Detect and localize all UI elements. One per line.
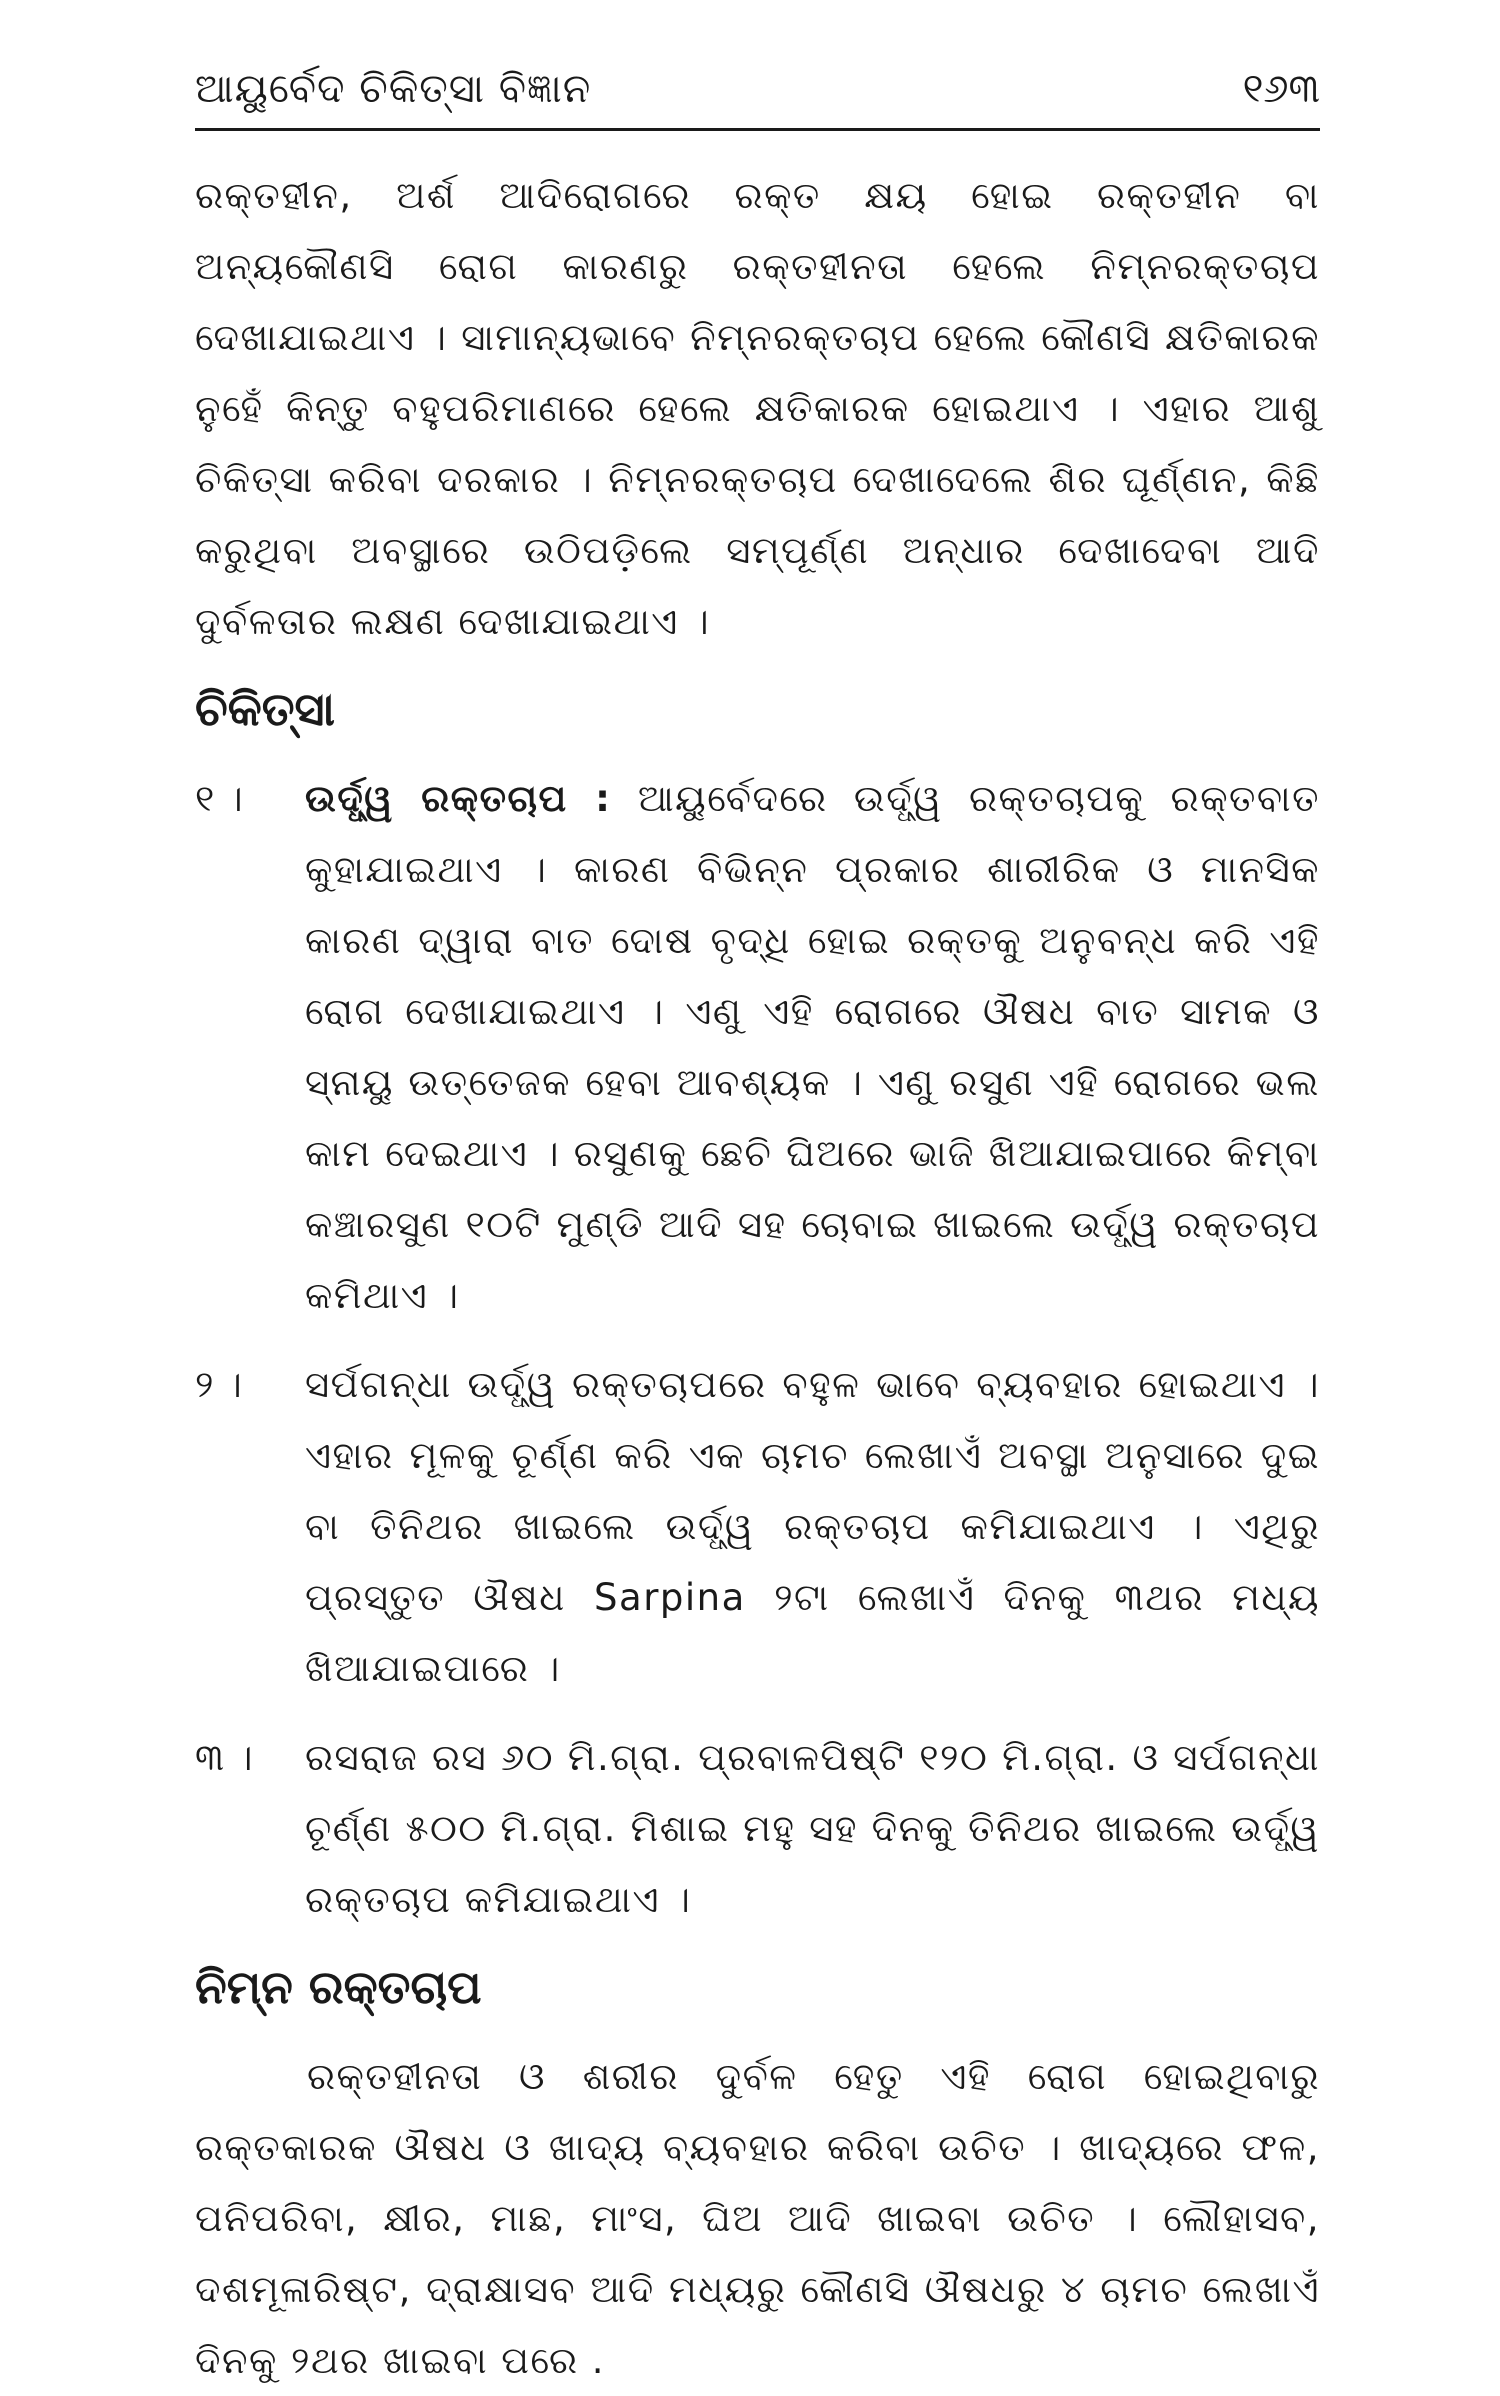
item-number: ୨ । [195, 1363, 242, 1406]
item-text: ସର୍ପଗନ୍ଧା ଉର୍ଦ୍ଧ୍ୱ ରକ୍ତଚାପରେ ବହୁଳ ଭାବେ ବ୍ୟବହାର ହୋଇଥାଏ । ଏହାର ମୂଳକୁ ଚୂର୍ଣ୍ଣ କରି ଏକ ଚାମଚ ଲେଖାଏଁ ଅବସ୍ଥା ଅନୁସାରେ ଦୁଇ ବା ତିନିଥର ଖାଇଲେ ଉର୍ଦ୍ଧ୍ୱ ରକ୍ତଚାପ କମିଯାଇଥାଏ । ଏଥିରୁ ପ୍ରସ୍ତୁତ ଔଷଧ Sarpina ୨ଟା ଲେଖାଏଁ ଦିନକୁ ୩ଥର ମଧ୍ୟ ଖିଆଯାଇପାରେ । [305, 1363, 1320, 1690]
item-text [305, 763, 1320, 1331]
treatment-item-3 [195, 1722, 1320, 1935]
low-bp-paragraph: ରକ୍ତହୀନତା ଓ ଶରୀର ଦୁର୍ବଳ ହେତୁ ଏହି ରୋଗ ହୋଇଥିବାରୁ ରକ୍ତକାରକ ଔଷଧ ଓ ଖାଦ୍ୟ ବ୍ୟବହାର କରିବା ଉଚିତ । ଖାଦ୍ୟରେ ଫଳ, ପନିପରିବା, କ୍ଷୀର, ମାଛ, ମାଂସ, ଘିଅ ଆଦି ଖାଇବା ଉଚିତ । ଲୌହାସବ, ଦଶମୂଳାରିଷ୍ଟ, ଦ୍ରାକ୍ଷାସବ ଆଦି ମଧ୍ୟରୁ କୌଣସି ଔଷଧରୁ ୪ ଚାମଚ ଲେଖାଏଁ ଦିନକୁ ୨ଥର ଖାଇବା ପରେ . [195, 2055, 1320, 2382]
item-lead: ଉର୍ଦ୍ଧ୍ୱ ରକ୍ତଚାପ : [305, 777, 612, 820]
intro-paragraph: ରକ୍ତହୀନ, ଅର୍ଶ ଆଦିରୋଗରେ ରକ୍ତ କ୍ଷୟ ହୋଇ ରକ୍ତହୀନ ବା ଅନ୍ୟକୌଣସି ରୋଗ କାରଣରୁ ରକ୍ତହୀନତା ହେଲେ ନିମ୍ନରକ୍ତଚାପ ଦେଖାଯାଇଥାଏ । ସାମାନ୍ୟଭାବେ ନିମ୍ନରକ୍ତଚାପ ହେଲେ କୌଣସି କ୍ଷତିକାରକ ନୁହେଁ କିନ୍ତୁ ବହୁପରିମାଣରେ ହେଲେ କ୍ଷତିକାରକ ହୋଇଥାଏ । ଏହାର ଆଶୁ ଚିକିତ୍ସା କରିବା ଦରକାର । ନିମ୍ନରକ୍ତଚାପ ଦେଖାଦେଲେ ଶିର ଘୂର୍ଣ୍ଣନ, କିଛି କରୁଥିବା ଅବସ୍ଥାରେ ଉଠିପଡ଼ିଲେ ସମ୍ପୂର୍ଣ୍ଣ ଅନ୍ଧାର ଦେଖାଦେବା ଆଦି ଦୁର୍ବଳତାର ଲକ୍ଷଣ ଦେଖାଯାଇଥାଏ । [195, 174, 1320, 643]
treatment-item-2 [195, 1349, 1320, 1704]
page-header [195, 58, 1320, 131]
item-text: ରସରାଜ ରସ ୬୦ ମି.ଗ୍ରା. ପ୍ରବାଳପିଷ୍ଟି ୧୨୦ ମି.ଗ୍ରା. ଓ ସର୍ପଗନ୍ଧା ଚୂର୍ଣ୍ଣ ୫୦୦ ମି.ଗ୍ରା. ମିଶାଇ ମହୁ ସହ ଦିନକୁ ତିନିଥର ଖାଇଲେ ଉର୍ଦ୍ଧ୍ୱ ରକ୍ତଚାପ କମିଯାଇଥାଏ । [305, 1736, 1320, 1921]
treatment-list [195, 763, 1320, 1935]
treatment-item-1 [195, 763, 1320, 1331]
page-content [195, 160, 1320, 2396]
page-number: ୧୬୩ [1242, 66, 1320, 112]
item-number: ୩ । [195, 1736, 253, 1779]
treatment-heading: ଚିକିତ୍ସା [195, 682, 335, 736]
item-number: ୧ । [195, 777, 243, 820]
low-bp-heading: ନିମ୍ନ ରକ୍ତଚାପ [195, 1960, 482, 2014]
running-title: ଆୟୁର୍ବେଦ ଚିକିତ୍ସା ବିଜ୍ଞାନ [195, 66, 592, 112]
item-body: ଆୟୁର୍ବେଦରେ ଉର୍ଦ୍ଧ୍ୱ ରକ୍ତଚାପକୁ ରକ୍ତବାତ କୁହାଯାଇଥାଏ । କାରଣ ବିଭିନ୍ନ ପ୍ରକାର ଶାରୀରିକ ଓ ମାନସିକ କାରଣ ଦ୍ୱାରା ବାତ ଦୋଷ ବୃଦ୍ଧି ହୋଇ ରକ୍ତକୁ ଅନୁବନ୍ଧ କରି ଏହି ରୋଗ ଦେଖାଯାଇଥାଏ । ଏଣୁ ଏହି ରୋଗରେ ଔଷଧ ବାତ ସାମକ ଓ ସ୍ନାୟୁ ଉତ୍ତେଜକ ହେବା ଆବଶ୍ୟକ । ଏଣୁ ରସୁଣ ଏହି ରୋଗରେ ଭଲ କାମ ଦେଇଥାଏ । ରସୁଣକୁ ଛେଚି ଘିଅରେ ଭାଜି ଖିଆଯାଇପାରେ କିମ୍ବା କଞ୍ଚାରସୁଣ ୧୦ଟି ମୁଣ୍ଡି ଆଦି ସହ ଚୋବାଇ ଖାଇଲେ ଉର୍ଦ୍ଧ୍ୱ ରକ୍ତଚାପ କମିଥାଏ । [305, 777, 1320, 1317]
